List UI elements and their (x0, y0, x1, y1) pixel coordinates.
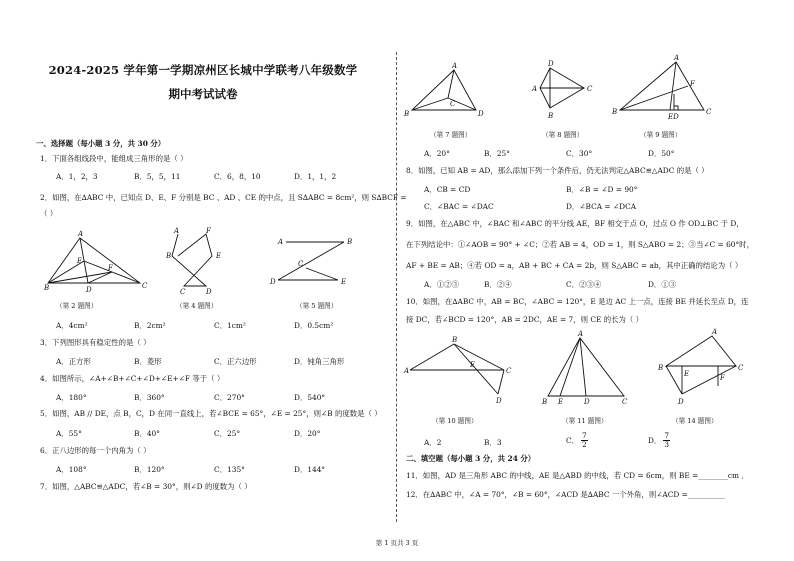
figure-q9-triangle-bisectors (612, 56, 716, 122)
q11-blank[interactable]: ________ (698, 471, 728, 480)
q10-option-b: B．3 (484, 438, 502, 447)
q12-stem-line (406, 490, 725, 499)
fig11-label-c: C (622, 398, 628, 406)
q9-option-a: A．①②③ (424, 280, 459, 289)
fig9-label-ed: ED (668, 113, 679, 121)
q10-option-d (648, 432, 670, 449)
fig14-label-c: C (738, 364, 744, 372)
fig8-label-b: B (548, 112, 554, 120)
q10-option-c-fraction (581, 432, 588, 449)
q2-option-d: D．0.5cm² (294, 321, 334, 330)
fig10-label-e: E (470, 361, 476, 369)
fig2-label-d: D (86, 286, 92, 294)
fig14-label-e: E (684, 370, 690, 378)
q5-option-a: A．55° (56, 429, 82, 438)
q8-option-c: C．∠BAC = ∠DAC (424, 202, 494, 211)
fig5-label-d: D (270, 278, 276, 286)
caption-q11: （第 11 题图） (562, 417, 608, 425)
q9-option-b: B．②④ (484, 280, 512, 289)
q6-stem: 6．正八边形的每一个内角为（ ） (40, 446, 151, 455)
q4-option-b: B．360° (134, 393, 165, 402)
q8-option-d: D．∠BCA = ∠DCA (566, 202, 637, 211)
fig7-label-a: A (452, 62, 458, 70)
q3-option-c: C．正六边形 (214, 357, 257, 366)
q5-option-d: D．20° (294, 429, 321, 438)
q1-option-d: D．1，1，2 (294, 172, 337, 181)
fig2-label-c: C (142, 282, 148, 290)
q9-option-c: C．②③④ (566, 280, 602, 289)
fig8-label-d: D (548, 60, 554, 68)
q6-option-b: B．120° (134, 465, 165, 474)
fig7-label-b: B (404, 110, 410, 118)
q10-option-a: A．2 (424, 438, 442, 447)
column-divider (396, 52, 397, 522)
q9-option-d: D．①③ (648, 280, 677, 289)
figure-q4-triangles (166, 228, 236, 294)
q11-stem: 11．如图，AD 是三角形 ABC 的中线，AE 是△ABD 的中线，若 CD = 6cm，则 BE = (406, 471, 699, 480)
caption-q5: （第 5 题图） (296, 302, 338, 310)
section2-heading: 二、填空题（每小题 3 分，共 24 分） (406, 454, 536, 463)
caption-q14: （第 14 题图） (672, 417, 718, 425)
fig10-label-a: A (404, 367, 410, 375)
fig4-label-e: E (216, 252, 222, 260)
fig4-label-f: F (206, 227, 211, 235)
q3-stem: 3．下列图形具有稳定性的是（ ） (40, 338, 151, 347)
fig2-label-f: F (108, 264, 113, 272)
q10-option-c-den: 2 (582, 440, 587, 449)
figure-q7-triangles (404, 62, 484, 120)
q10-option-d-fraction (663, 432, 670, 449)
q4-option-a: A．180° (56, 393, 87, 402)
q11-stem-line (406, 471, 749, 480)
q7-option-c: C．30° (566, 149, 593, 158)
fig5-label-c: C (298, 260, 304, 268)
fig9-label-c: C (706, 108, 712, 116)
exam-title-line1: 2024-2025 学年第一学期凉州区长城中学联考八年级数学 (48, 63, 358, 77)
fig4-label-b: B (166, 252, 172, 260)
q12-stem: 12．在∆ABC 中，∠A = 70°，∠B = 60°，∠ACD 是∆ABC 一个外角，则∠ACD = (406, 490, 688, 499)
figure-q5-parallel-lines (268, 228, 364, 294)
q8-option-b: B．∠B = ∠D = 90° (566, 185, 638, 194)
fig9-label-f: F (690, 80, 695, 88)
fig2-label-a: A (78, 230, 84, 238)
q10-option-c (566, 432, 588, 449)
q1-stem: 1．下面各组线段中，能组成三角形的是（ ） (40, 154, 188, 163)
page-footer: 第 1 页共 3 页 (375, 539, 419, 547)
q7-option-b: B．25° (484, 149, 510, 158)
fig4-label-d: D (206, 288, 212, 296)
q4-option-c: C．270° (214, 393, 245, 402)
section1-heading: 一、选择题（每小题 3 分，共 30 分） (36, 139, 166, 148)
q2-paren: （ ） (40, 209, 58, 218)
q3-option-b: B．菱形 (134, 357, 162, 366)
caption-q2: （第 2 题图） (56, 302, 98, 310)
q7-stem: 7．如图，△ABC≌△ADC，若∠B = 30°，则∠D 的度数为（ ） (40, 482, 252, 491)
fig4-label-c: C (180, 288, 186, 296)
figure-q2-triangle (44, 228, 154, 294)
caption-q4: （第 4 题图） (176, 302, 218, 310)
q1-option-c: C．6，8，10 (214, 172, 261, 181)
q2-option-c: C．1cm² (214, 321, 246, 330)
fig8-label-c: C (587, 85, 593, 93)
fig11-label-d: D (584, 398, 590, 406)
q10-option-c-label: C． (566, 436, 580, 445)
fig10-label-c: C (506, 367, 512, 375)
q6-option-c: C．135° (214, 465, 245, 474)
fig7-label-d: D (478, 110, 484, 118)
caption-q9: （第 9 题图） (640, 131, 682, 139)
q2-stem: 2．如图，在∆ABC 中，已知点 D、E、F 分别是 BC 、AD 、CE 的中点，且 S∆ABC = 8cm²，则 S∆BCF = (40, 193, 407, 202)
fig8-label-a: A (532, 85, 538, 93)
q3-option-d: D．钝角三角形 (294, 357, 345, 366)
figure-q10-triangle (404, 336, 512, 406)
q9-line1: 9．如图，在△ABC 中，∠BAC 和∠ABC 的平分线 AE，BF 相交于点 O，过点 O 作 OD⊥BC 于 D， (406, 219, 744, 228)
q8-option-a: A．CB = CD (424, 185, 471, 194)
fig11-label-a: A (578, 330, 584, 338)
q2-option-a: A．4cm² (56, 321, 88, 330)
figure-q8-quadrilateral (528, 58, 600, 122)
fig14-label-f: F (720, 374, 725, 382)
fig11-label-e: E (558, 398, 564, 406)
q6-option-d: D．144° (294, 465, 326, 474)
q5-option-b: B．40° (134, 429, 160, 438)
q10-option-d-num: 7 (664, 431, 670, 440)
fig9-label-b: B (612, 108, 618, 116)
q1-option-a: A．1，2，3 (56, 172, 98, 181)
q9-line2: 在下列结论中：①∠AOB = 90° + ∠C；②若 AB = 4，OD = 1，则 S△ABO = 2；③当∠C = 60°时， (406, 240, 754, 249)
fig14-label-a: A (712, 328, 718, 336)
q7-option-d: D．50° (648, 149, 675, 158)
fig2-label-b: B (44, 284, 50, 292)
figure-q14-quadrilateral (652, 330, 752, 406)
fig7-label-c: C (450, 100, 456, 108)
figure-q11-triangle-medians (540, 330, 632, 406)
q8-stem: 8．如图，已知 AB = AD，那么添加下列一个条件后，仍无法判定△ABC≌△ADC 的是（ ） (406, 166, 709, 175)
q7-option-a: A．20° (424, 149, 450, 158)
fig4-label-a: A (174, 227, 180, 235)
q5-option-c: C．25° (214, 429, 241, 438)
fig14-label-d: D (678, 398, 684, 406)
q10-option-d-den: 3 (664, 440, 670, 449)
q12-blank[interactable]: __________ (687, 490, 725, 499)
q4-stem: 4．如图所示，∠A+∠B+∠C+∠D+∠E+∠F 等于（ ） (40, 374, 225, 383)
q6-option-a: A．108° (56, 465, 87, 474)
fig2-label-e: E (77, 257, 83, 265)
fig5-label-a: A (278, 238, 284, 246)
caption-q10: （第 10 题图） (432, 417, 478, 425)
q1-option-b: B．5，5，11 (134, 172, 181, 181)
q11-unit: cm ． (727, 471, 749, 480)
fig10-label-b: B (452, 336, 458, 344)
exam-title-line2: 期中考试试卷 (168, 87, 238, 101)
q4-option-d: D．540° (294, 393, 326, 402)
fig9-label-a: A (674, 54, 680, 62)
q2-option-b: B．2cm² (134, 321, 166, 330)
caption-q8: （第 8 题图） (542, 131, 584, 139)
q9-line3: AF + BE = AB；④若 OD = a，AB + BC + CA = 2b，则 S△ABC = ab，其中正确的结论为（ ） (406, 261, 743, 270)
q10-option-d-label: D． (648, 436, 662, 445)
q10-line2: 接 DC，若∠BCD = 120°，AB = 2DC，AE = 7，则 CE 的长为（ ） (406, 315, 644, 324)
q3-option-a: A．正方形 (56, 357, 91, 366)
fig5-label-b: B (347, 238, 353, 246)
fig11-label-b: B (542, 398, 548, 406)
fig10-label-d: D (496, 397, 502, 405)
fig5-label-e: E (341, 278, 347, 286)
q10-option-c-num: 7 (582, 431, 587, 440)
caption-q7: （第 7 题图） (430, 131, 472, 139)
fig14-label-b: B (658, 364, 664, 372)
q10-line1: 10．如图，在∆ABC 中，AB = BC，∠ABC = 120°，E 是边 AC 上一点，连接 BE 并延长至点 D，连 (406, 297, 749, 306)
q5-stem: 5．如图，AB // DE，点 B，C，D 在同一直线上，若∠BCE = 65°，∠E = 25°，则∠B 的度数是（ ） (40, 409, 382, 418)
